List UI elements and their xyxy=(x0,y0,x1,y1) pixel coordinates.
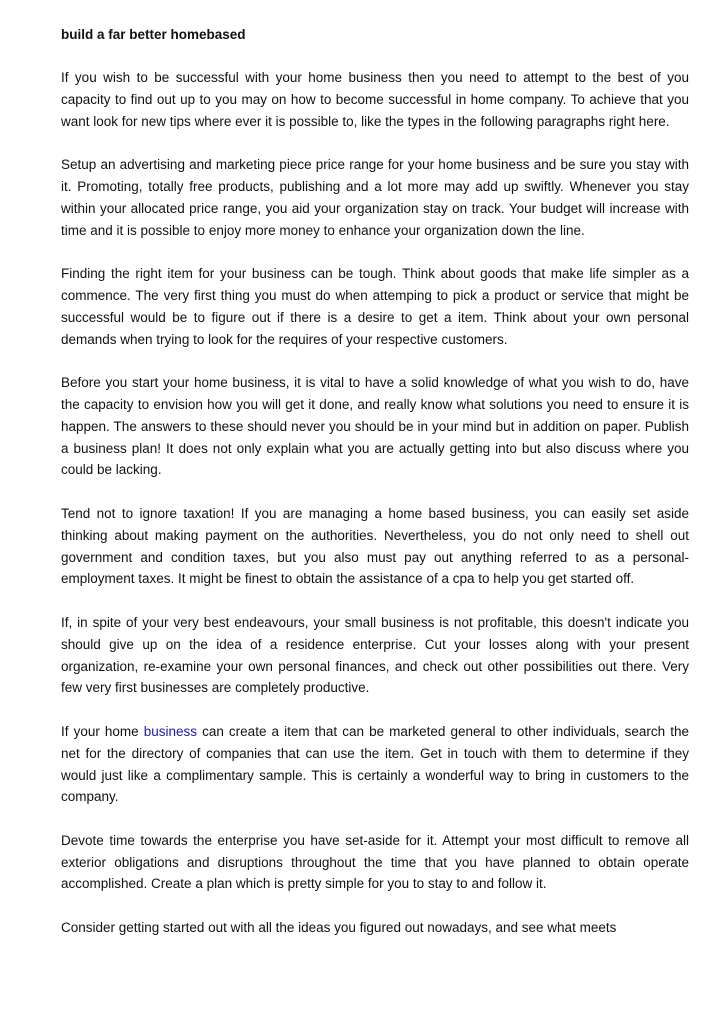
paragraph-9: Consider getting started out with all the ideas you figured out nowadays, and see what meets xyxy=(61,920,617,936)
document-title: build a far better homebased xyxy=(61,27,246,42)
paragraph-5: Tend not to ignore taxation! If you are managing a home based business, you can easily set aside thinking about making payment on the authorities. Nevertheless, you do not only need to shell out government and condition taxes, but you also must pay out anything referred to as a personal-employment taxes. It might be finest to obtain the assistance of a cpa to help you get started off. xyxy=(61,505,689,587)
business-link[interactable]: business xyxy=(143,723,198,739)
paragraph-7-text-before: If your home xyxy=(61,723,144,739)
paragraph-8: Devote time towards the enterprise you have set-aside for it. Attempt your most difficult to remove all exterior obligations and disruptions throughout the time that you have planned to obtain operate accomplished. Create a plan which is pretty simple for you to stay to and follow it. xyxy=(61,832,689,892)
paragraph-7 xyxy=(61,721,689,808)
paragraph-7-text-after: can create a item that can be marketed general to other individuals, search the net for the directory of companies that can use the item. Get in touch with them to determine if they would just like a complimentary sample. This is certainly a wonderful way to bring in customers to the company. xyxy=(61,723,689,805)
paragraph-3: Finding the right item for your business can be tough. Think about goods that make life simpler as a commence. The very first thing you must do when attemping to pick a product or service that might be successful would be to figure out if there is a desire to get a item. Think about your own personal demands when trying to look for the requires of your respective customers. xyxy=(61,266,689,347)
paragraph-6: If, in spite of your very best endeavours, your small business is not profitable, this doesn't indicate you should give up on the idea of a residence enterprise. Cut your losses along with your present organization, re-examine your own personal finances, and check out other possibilities out there. Very few very first businesses are completely productive. xyxy=(61,614,689,696)
paragraph-1: If you wish to be successful with your home business then you need to attempt to the best of you capacity to find out up to you may on how to become successful in home company. To achieve that you want look for new tips where ever it is possible to, like the types in the following paragraphs right here. xyxy=(61,70,689,129)
paragraph-4: Before you start your home business, it is vital to have a solid knowledge of what you wish to do, have the capacity to envision how you will get it done, and really know what solutions you need to ensure it is happen. The answers to these should never you should be in your mind but in addition on paper. Publish a business plan! It does not only explain what you are actually getting into but also discuss where you could be lacking. xyxy=(61,375,689,478)
document-page xyxy=(61,24,689,961)
paragraph-2: Setup an advertising and marketing piece price range for your home business and be sure you stay with it. Promoting, totally free products, publishing and a lot more may add up swiftly. Whenever you stay within your allocated price range, you aid your organization stay on track. Your budget will increase with time and it is possible to enjoy more money to enhance your organization down the line. xyxy=(61,157,689,238)
